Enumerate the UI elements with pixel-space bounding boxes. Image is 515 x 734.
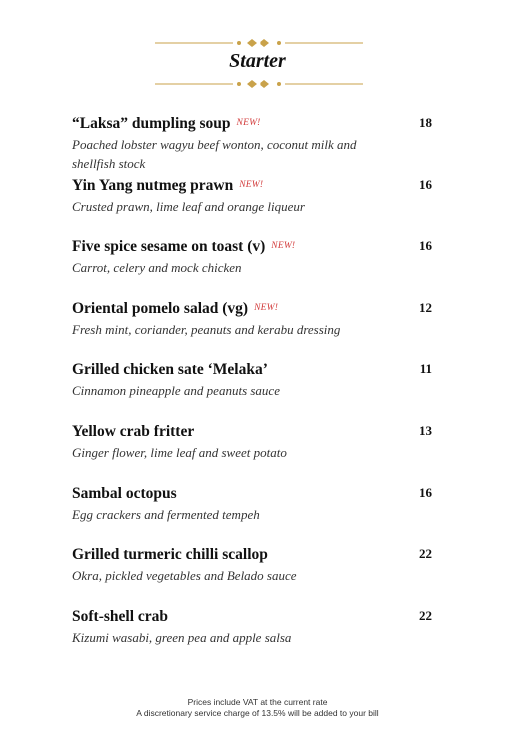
item-name: Soft-shell crab — [72, 607, 169, 625]
menu-items-list — [72, 113, 442, 667]
item-name: Grilled chicken sate ‘Melaka’ — [72, 361, 268, 379]
item-price: 22 — [419, 607, 432, 623]
new-badge: NEW! — [236, 118, 261, 128]
menu-item — [72, 236, 442, 298]
new-badge: NEW! — [271, 241, 296, 252]
item-description: Ginger flower, lime leaf and sweet potato — [72, 444, 287, 460]
ornament-divider-top — [155, 38, 363, 48]
new-badge: NEW! — [239, 179, 264, 190]
item-description: Fresh mint, coriander, peanuts and kerabu dressing — [72, 321, 341, 337]
menu-item — [72, 298, 442, 360]
menu-item — [72, 544, 442, 606]
menu-item — [72, 421, 442, 483]
item-price: 11 — [419, 361, 432, 377]
item-price: 16 — [419, 176, 432, 192]
item-name: Sambal octopus — [72, 484, 177, 502]
item-price: 18 — [419, 115, 432, 130]
item-price: 13 — [419, 422, 432, 438]
menu-item — [72, 359, 442, 421]
item-description: Okra, pickled vegetables and Belado sauce — [72, 568, 297, 584]
item-description: Egg crackers and fermented tempeh — [72, 506, 260, 522]
menu-item — [72, 483, 442, 545]
section-title: Starter — [229, 50, 286, 72]
vat-note: Prices include VAT at the current rate — [187, 697, 328, 707]
item-price: 16 — [419, 238, 432, 254]
item-name: Oriental pomelo salad (vg) — [72, 299, 249, 317]
item-description: Carrot, celery and mock chicken — [72, 260, 242, 276]
item-price: 16 — [419, 484, 432, 500]
menu-item — [72, 175, 442, 237]
item-name: Yellow crab fritter — [72, 422, 195, 440]
footer-notes — [0, 697, 515, 719]
item-description: Crusted prawn, lime leaf and orange liqueur — [72, 198, 305, 214]
new-badge: NEW! — [254, 302, 279, 313]
item-description: Poached lobster wagyu beef wonton, coconut milk and shellfish stock — [72, 137, 357, 171]
menu-item — [72, 606, 442, 668]
service-charge-note: A discretionary service charge of 13.5% will be added to your bill — [136, 708, 379, 718]
item-description: Cinnamon pineapple and peanuts sauce — [72, 383, 280, 399]
item-name: Five spice sesame on toast (v) — [72, 238, 266, 256]
item-name: Grilled turmeric chilli scallop — [72, 546, 268, 564]
item-price: 22 — [419, 546, 432, 562]
menu-item — [72, 113, 442, 175]
item-price: 12 — [419, 299, 432, 315]
item-name: Yin Yang nutmeg prawn — [72, 176, 234, 194]
item-name: “Laksa” dumpling soup — [72, 115, 231, 132]
ornament-divider-bottom — [155, 79, 363, 89]
item-description: Kizumi wasabi, green pea and apple salsa — [72, 629, 292, 645]
